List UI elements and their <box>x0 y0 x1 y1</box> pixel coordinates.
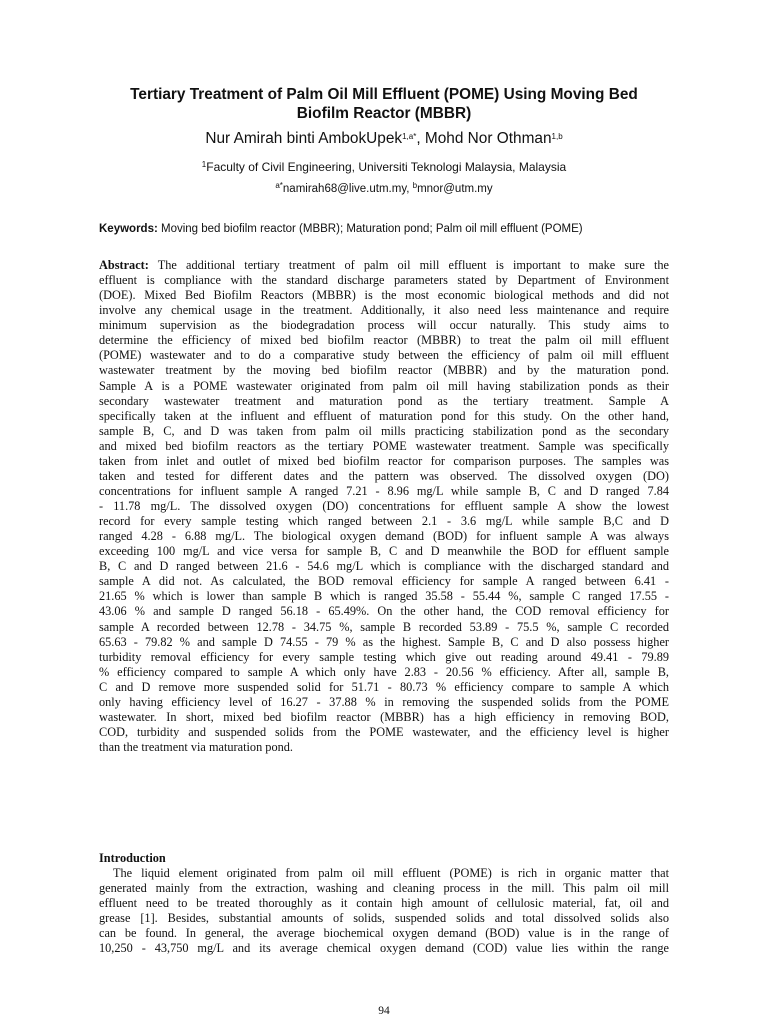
author-separator: , <box>416 130 425 147</box>
keywords-label: Keywords: <box>99 223 158 235</box>
author-2-affiliation-mark: 1,b <box>551 132 563 141</box>
abstract-line: (DOE). Mixed Bed Biofilm Reactors (MBBR) is the most economic biological methods and did not <box>99 288 669 303</box>
affiliation <box>60 160 708 174</box>
abstract-line: - 11.78 mg/L. The dissolved oxygen (DO) concentrations for effluent sample A show the lowest <box>99 499 669 513</box>
abstract-line: Sample A is a POME wastewater originated from palm oil mill having stabilization ponds as their <box>99 378 669 393</box>
abstract-line: minimum supervision as the biodegradation process will occur naturally. This study aims to <box>99 318 669 333</box>
keywords <box>99 222 669 236</box>
introduction-line: effluent need to be treated thoroughly as it contain high amount of cellulosic material, fat, oil and <box>99 896 669 911</box>
abstract-line: concentrations for influent sample A ranged 7.21 - 8.96 mg/L while sample B, C and D ranged 7.84 <box>99 483 669 498</box>
email-1: namirah68@live.utm.my, <box>282 183 413 195</box>
page-number: 94 <box>378 1005 390 1017</box>
abstract-line: secondary wastewater treatment and maturation pond as the tertiary treatment. Sample A <box>99 393 669 408</box>
introduction-line: generated mainly from the extraction, washing and cleaning process in the mill. This palm oil mill <box>99 881 669 896</box>
abstract-line: sample A did not. As calculated, the BOD removal efficiency for sample A ranged between 6.41 - <box>99 574 669 589</box>
abstract-line: ranged 4.28 - 6.88 mg/L. The biological oxygen demand (BOD) for influent sample A was always <box>99 529 669 544</box>
email-2-mark: b <box>412 181 418 190</box>
abstract <box>99 258 669 755</box>
abstract-line: determine the efficiency of mixed bed biofilm reactor (MBBR) to treat the palm oil mill effluent <box>99 333 669 348</box>
abstract-line: Abstract: The additional tertiary treatment of palm oil mill effluent is important to make sure the <box>99 258 669 272</box>
introduction-line: grease [1]. Besides, substantial amounts of solids, suspended solids and total dissolved solids also <box>99 911 669 926</box>
abstract-line: C and D remove more suspended solid for 51.71 - 80.73 % efficiency compare to sample A which <box>99 679 669 694</box>
introduction-line: can be found. In general, the average biochemical oxygen demand (BOD) value is in the range of <box>99 926 669 941</box>
abstract-line: COD, turbidity and suspended solids from the POME wastewater, and the efficiency level is higher <box>99 724 669 739</box>
abstract-label: Abstract: <box>99 258 149 272</box>
abstract-line: sample A recorded between 12.78 - 34.75 %, sample B recorded 53.89 - 75.5 %, sample C recorded <box>99 619 669 634</box>
introduction-line: The liquid element originated from palm oil mill effluent (POME) is rich in organic matter that <box>113 866 669 880</box>
abstract-line: only having efficiency level of 16.27 - 37.88 % in removing the suspended solids from the POME <box>99 694 669 709</box>
abstract-line: than the treatment via maturation pond. <box>99 740 293 754</box>
abstract-line: wastewater. In short, mixed bed biofilm reactor (MBBR) has a high efficiency in removing BOD, <box>99 709 669 724</box>
abstract-line: specifically taken at the influent and effluent of maturation pond for this study. On the other hand, <box>99 408 669 423</box>
abstract-line: 65.63 - 79.82 % and sample D 74.55 - 79 % as the highest. Sample B, C and D also possess higher <box>99 634 669 649</box>
abstract-line: record for every sample testing which ranged between 2.1 - 3.6 mg/L while sample B,C and D <box>99 514 669 529</box>
abstract-line: effluent is compliance with the standard discharge parameters stated by Department of Environment <box>99 273 669 288</box>
paper-title <box>60 85 708 123</box>
abstract-line: (POME) wastewater and to do a comparative study between the efficiency of palm oil mill effluent <box>99 348 669 363</box>
keywords-text: Moving bed biofilm reactor (MBBR); Maturation pond; Palm oil mill effluent (POME) <box>157 223 583 235</box>
abstract-line: turbidity removal efficiency for every sample testing which give out reading around 49.41 - 79.89 <box>99 649 669 664</box>
abstract-line: 21.65 % which is lower than sample B which is ranged 35.58 - 55.44 %, sample C ranged 17.55 - <box>99 589 669 604</box>
title-line-1: Tertiary Treatment of Palm Oil Mill Effluent (POME) Using Moving Bed <box>130 86 638 103</box>
title-line-2: Biofilm Reactor (MBBR) <box>296 105 472 122</box>
abstract-line: exceeding 100 mg/L and vice versa for sample B, C and D meanwhile the BOD for effluent sample <box>99 544 669 559</box>
author-emails <box>60 182 708 196</box>
abstract-line: wastewater treatment by the moving bed biofilm reactor (MBBR) and by the maturation pond. <box>99 363 669 378</box>
author-list <box>60 130 708 148</box>
affiliation-mark: 1 <box>201 160 207 169</box>
author-1-name: Nur Amirah binti AmbokUpek <box>205 130 403 147</box>
email-1-mark: a* <box>275 181 283 190</box>
abstract-line: B, C and D ranged between 21.6 - 54.6 mg/L which is compliance with the discharged standard and <box>99 559 669 574</box>
introduction-body <box>99 866 669 956</box>
abstract-line: involve any chemical usage in the treatment. Additionally, it also need less maintenance and require <box>99 303 669 318</box>
author-2-name: Mohd Nor Othman <box>424 130 552 147</box>
abstract-line: and mixed bed biofilm reactors as the tertiary POME wastewater treatment. Sample was specifically <box>99 438 669 453</box>
section-heading-introduction: Introduction <box>99 851 166 865</box>
abstract-line: taken and tested for different dates and the pattern was observed. The dissolved oxygen (DO) <box>99 468 669 483</box>
abstract-line: sample B, C, and D was taken from palm oil mills practicing stabilization pond as the secondary <box>99 423 669 438</box>
abstract-line: taken from inlet and outlet of mixed bed biofilm reactor for comparison purposes. The samples was <box>99 453 669 468</box>
abstract-line: 43.06 % and sample D ranged 56.18 - 65.49%. On the other hand, the COD removal efficiency for <box>99 604 669 619</box>
author-1-affiliation-mark: 1,a* <box>402 132 417 141</box>
affiliation-text: Faculty of Civil Engineering, Universiti Teknologi Malaysia, Malaysia <box>206 160 567 174</box>
abstract-line: % efficiency compared to sample A which only have 2.83 - 20.56 % efficiency. After all, sample B, <box>99 664 669 679</box>
introduction-line: 10,250 - 43,750 mg/L and its average chemical oxygen demand (COD) value lies within the range <box>99 941 669 956</box>
email-2: mnor@utm.my <box>417 183 493 195</box>
